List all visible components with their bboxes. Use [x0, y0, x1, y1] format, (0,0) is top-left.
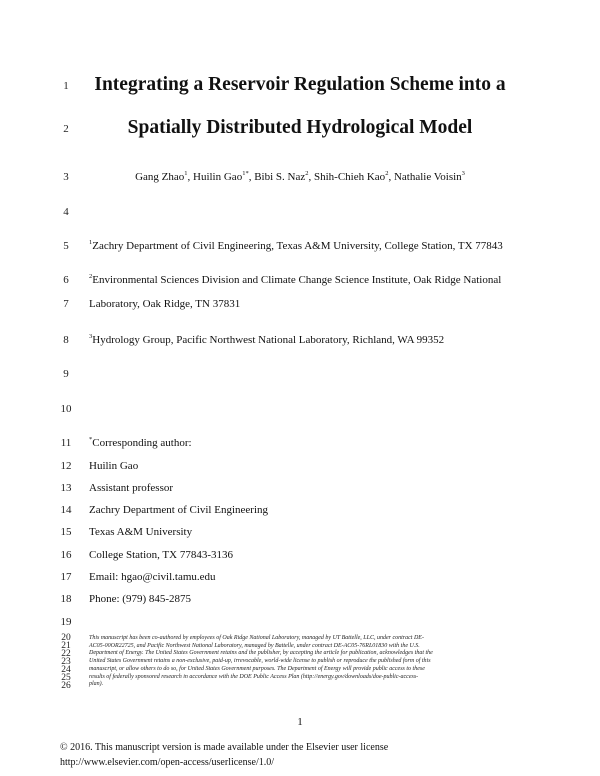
author-name: Shih-Chieh Kao — [313, 171, 386, 183]
affiliation-text: Hydrology Group, Pacific Northwest National Laboratory, Richland, WA 99352 — [92, 334, 445, 346]
line-number: 3 — [63, 171, 69, 183]
line-number: 25 — [61, 673, 71, 683]
author-affiliation-sup: 3 — [461, 170, 465, 177]
affiliation-sup: 2 — [89, 273, 93, 280]
affiliation-sup: 1 — [89, 239, 93, 246]
corresponding-label-text: Corresponding author: — [92, 437, 192, 449]
notice-line: United States Government retains a non-exclusive, paid-up, irrevocable, world-wide license to publish or reproduce the published form of this — [89, 658, 431, 665]
corresponding-phone: Phone: (979) 845-2875 — [89, 593, 192, 605]
author-affiliation-sup: 2 — [305, 170, 309, 177]
affiliation-text: Environmental Sciences Division and Climate Change Science Institute, Oak Ridge National — [92, 274, 502, 286]
corresponding-department: Zachry Department of Civil Engineering — [89, 504, 268, 516]
line-number: 2 — [63, 123, 69, 135]
notice-line: plan). — [89, 681, 104, 688]
page-number: 1 — [297, 716, 303, 728]
author-name: Bibi S. Naz — [254, 171, 306, 183]
line-number: 19 — [60, 616, 72, 628]
corresponding-position: Assistant professor — [89, 482, 174, 494]
line-number: 10 — [60, 403, 72, 415]
author-name: Nathalie Voisin — [393, 171, 462, 183]
notice-line: Department of Energy. The United States Government retains and the publisher, by accepting the article for publication, acknowledges that the — [89, 650, 433, 657]
line-number: 13 — [60, 482, 72, 494]
corresponding-name: Huilin Gao — [89, 460, 139, 472]
line-number: 22 — [61, 649, 71, 659]
line-number: 4 — [63, 206, 69, 218]
affiliation-1 — [89, 240, 503, 252]
line-number: 11 — [60, 437, 72, 449]
corresponding-sup: * — [89, 436, 93, 443]
notice-line: manuscript, or allow others to do so, for United States Government purposes. The Department of Energy will provide public access to these — [89, 665, 425, 672]
author-name: Gang Zhao — [135, 171, 185, 183]
line-number: 8 — [63, 334, 69, 346]
line-number: 26 — [61, 681, 71, 691]
corresponding-label — [89, 437, 192, 449]
affiliation-2-continued: Laboratory, Oak Ridge, TN 37831 — [89, 298, 241, 310]
line-number: 17 — [60, 571, 72, 583]
line-number: 12 — [60, 460, 72, 472]
line-number: 6 — [63, 274, 69, 286]
line-number: 20 — [61, 633, 71, 643]
line-number: 1 — [63, 80, 69, 92]
corresponding-email[interactable]: Email: hgao@civil.tamu.edu — [89, 571, 216, 583]
license-statement: © 2016. This manuscript version is made available under the Elsevier user license — [60, 742, 389, 753]
line-number: 18 — [60, 593, 72, 605]
line-number: 21 — [61, 641, 71, 651]
author-affiliation-sup: 1* — [242, 170, 249, 177]
corresponding-university: Texas A&M University — [89, 526, 193, 538]
license-url[interactable]: http://www.elsevier.com/open-access/userlicense/1.0/ — [60, 757, 275, 768]
paper-title-line-2: Spatially Distributed Hydrological Model — [127, 117, 473, 138]
line-number: 7 — [63, 298, 69, 310]
affiliation-sup: 3 — [89, 333, 93, 340]
notice-line: results of federally sponsored research in accordance with the DOE Public Access Plan (http://energy.gov/downloads/doe-public-access- — [89, 673, 419, 680]
line-number: 9 — [63, 368, 69, 380]
line-number: 24 — [61, 665, 71, 675]
affiliation-2 — [89, 274, 501, 286]
line-number: 23 — [61, 657, 71, 667]
corresponding-city: College Station, TX 77843-3136 — [89, 549, 234, 561]
line-number: 14 — [60, 504, 72, 516]
author-affiliation-sup: 2 — [385, 170, 389, 177]
author-affiliation-sup: 1 — [184, 170, 188, 177]
affiliation-text: Zachry Department of Civil Engineering, Texas A&M University, College Station, TX 77843 — [92, 240, 503, 252]
author-name: Huilin Gao — [193, 171, 243, 183]
note-line-numbers — [56, 634, 76, 690]
notice-line: This manuscript has been co-authored by employees of Oak Ridge National Laboratory, managed by UT Battelle, LLC, under contract DE- — [89, 635, 424, 641]
line-number: 5 — [63, 240, 69, 252]
line-number: 16 — [60, 549, 72, 561]
author-list: Gang Zhao$^1$, Huilin Gao$^{1*}$, Bibi S. Naz$^2$, Shih-Chieh Kao$^2$, Nathalie Voisin$^3$ — [135, 170, 465, 183]
doe-notice — [89, 635, 519, 689]
paper-title-line-1: Integrating a Reservoir Regulation Scheme into a — [94, 74, 506, 95]
affiliation-3 — [89, 334, 444, 346]
line-number: 15 — [60, 526, 72, 538]
notice-line: AC05-00OR22725, and Pacific Northwest National Laboratory, managed by Battelle, under contract DE-AC05-76RL01830 with the U.S. — [89, 642, 420, 649]
